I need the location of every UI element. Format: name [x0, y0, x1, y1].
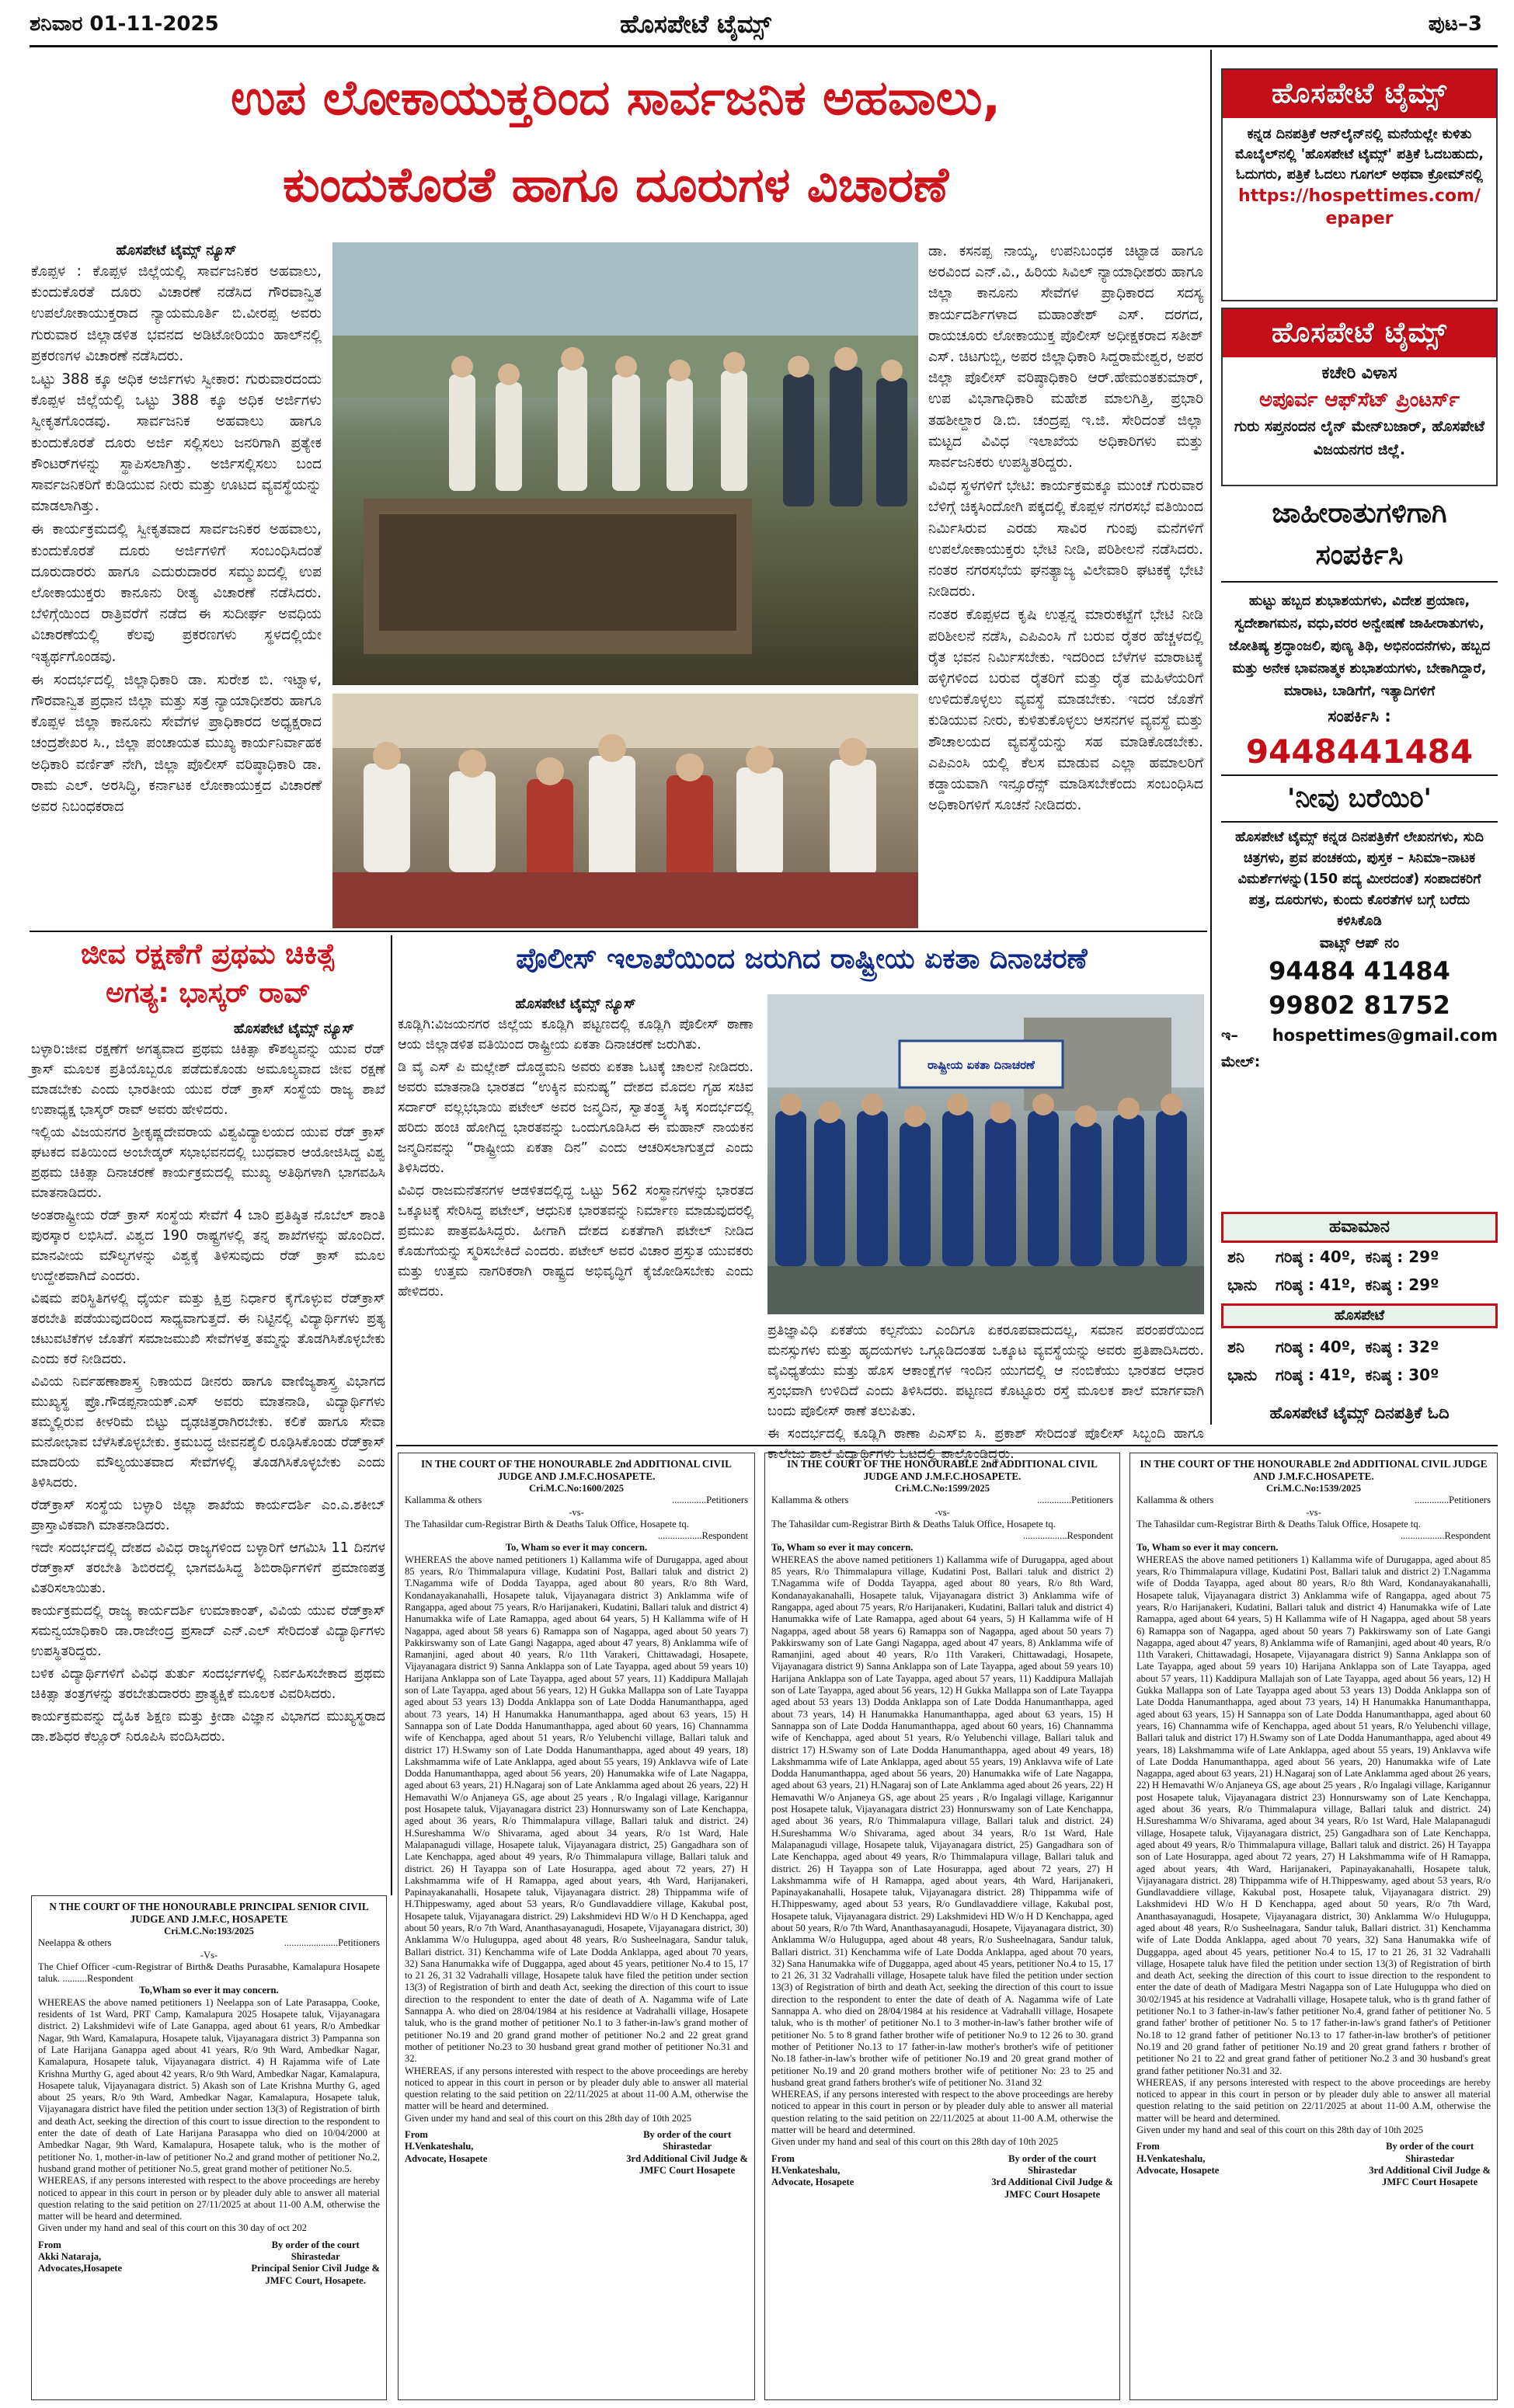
sidebar-office-box — [1221, 308, 1498, 486]
notice-1539-adv: H.Venkateshalu, — [1136, 2152, 1206, 2164]
notice-1599-body: WHEREAS the above named petitioners 1) Kallamma wife of Durugappa, aged about 85 years, R/o Thimmalapura village, Kudatini Post, Ballari taluk and district 2) T.Nagamma wife of Dodda Tayappa, aged about 80 years, R/o 8th Ward, Kondanayakanahalli, Hosapete taluk, Vijayanagara district 3) Anklamma wife of Rangappa, aged about 75 years, R/o Harijanakeri, Kudatini, Ballari taluk and district 4) Hanumakka wife of Late Ramappa, aged about 64 years, 5) H Kallamma wife of H Nagappa, aged about 58 years 6) Ramappa son of Nagappa, aged about 50 years 7) Pakkirswamy son of Late Gangi Nagappa, aged about 47 years, 8) Anklamma wife of Ramanjini, aged about 40 years, R/o 11th Varakeri, Chittawadagi, Hosapete, Vijayanagara district 9) Sanna Anklappa son of Late Tayappa, aged about 59 years 10) Harijana Anklappa son of Late Tayappa, aged about 57 years, 11) Kaddipura Mallajah son of Late Tayappa, aged about 56 years, 12) H Gukka Mallappa son of Late Tayappa aged about 53 years 13) Dodda Anklappa son of Late Dodda Hanumanthappa, aged about 73 years, 14) H Hanumakka Hanumanthappa, aged about 63 years, 15) H Sannappa son of Late Dodda Hanumanthappa, aged about 60 years, 16) Channamma wife of Kenchappa, aged about 51 years, R/o Yelubenchi village, Ballari taluk and district 17) H.Swamy son of Late Dodda Hanumanthappa, aged about 49 years, 18) Lakshmamma wife of Late Anklappa, aged about 55 years, 19) Anklavva wife of Late Dodda Hanumanthappa, aged about 56 years, 20) Hanumakka wife of Late Nagappa, aged about 63 years, 21) H.Nagaraj son of Late Anklamma aged about 26 years, 22) H Hemavathi W/o Anjaneya GS, age about 25 years , R/o Ingalagi village, Karigannur post Hosapete taluk, Vijayanagara district 23) Honnurswamy son of Late Kenchappa, aged about 36 years, R/o Thimmalapura village, Ballari taluk and district. 24) H.Sureshamma W/o Shivarama, aged about 34 years, R/o 1st Ward, Hale Malapanagudi village, Hosapete taluk, Vijayanagara district, 25) Gangadhara son of Late Kenchappa, aged about 49 years, R/o Thimmalapura village, Ballari taluk and district. 26) H Tayappa son of Late Hosurappa, aged about 72 years, 27) H Lakshmamma wife of H Ramappa, aged about years, 4th Ward, Harijanakeri, Papinayakanahalli, Hosapete taluk, Vijayanagara district. 28) Thippamma wife of H.Thippeswamy, aged about 53 years, R/o Gundlavaddiere village, Kakubal post, Hosapete taluk, Vijayanagara district. 29) Lakshmidevi HD W/o H D Kenchappa, aged about 50 years, R/o 7th Ward, Ananthasayanagudi, Hosapete, Vijayanagara district, 30) Anklamma W/o Huluguppa, aged about 48 years, R/o Susheelnagara, Sandur taluk, Ballari district. 31) Kenchamma wife of Late Dodda Anklappa, aged about 70 years, 32) Sana Hanumakka wife of Duggappa, aged about 45 years, petitioner No.4 to 15, 17 to 21 26, 31 32 Vadrahalli village, Hosapete taluk have filed the petition under section 13(3) of Registration of birth and death Act, seeking the direction of this court to issue direction to the respondent to enter the date of death of A. Nagamma wife of Late Sannappa A. who died on 28/04/1984 at his residence at Vadrahalli village, Hosapete taluk, who is th mother' of petitioner No.1 to 3 mother-in-law's father brother wife of petitioner No. 5 to 8 grand father brother wife of petitioner No.9 to 12 26 to 30. grand mother of Petitioner No.13 to 17 father-in-law mother's brother's wife of petitioner No.18 father-in-law's brother wife of petitioner No.19 and 20 great grand mother of petitioner No.19 and 20 grand mothers brother wife of petitioner No: 23 to 25 and husband great grand fathers brother's wife of petitioner No. 31and 32 — [771, 1554, 1113, 2088]
sidebar-ads-box — [1221, 492, 1498, 1324]
lead-byline: ಹೊಸಪೇಟೆ ಟೈಮ್ಸ್ ನ್ಯೂಸ್ — [116, 242, 237, 259]
sidebar-email[interactable]: hospettimes@gmail.com — [1272, 1026, 1498, 1045]
notice-193-court2: JMFC Court, Hosapete. — [265, 2274, 366, 2286]
notice-1539-court: 3rd Additional Civil Judge & — [1369, 2164, 1491, 2176]
notice-193-parties: Neelappa & others — [38, 1937, 112, 1949]
story2-para-3: ಅಂತರಾಷ್ಟ್ರೀಯ ರೆಡ್ ಕ್ರಾಸ್ ಸಂಸ್ಥೆಯ ಸೇವೆಗೆ 4 ಬಾರಿ ಪ್ರತಿಷ್ಠಿತ ನೊಬೆಲ್ ಶಾಂತಿ ಪುರಸ್ಕಾರ ಲಭಿಸಿದೆ. ವಿಶ್ವದ 190 ರಾಷ್ಟ್ರಗಳಲ್ಲಿ ತನ್ನ ಶಾಖೆಗಳನ್ನು ಹೊಂದಿದೆ. ಮಾನವೀಯ ಮೌಲ್ಯಗಳನ್ನು ವಿಶ್ವಕ್ಕೆ ತಿಳಿಸುವುದು ರೆಡ್ ಕ್ರಾಸ್ ಮೂಲ ಉದ್ದೇಶವಾಗಿದೆ ಎಂದರು. — [31, 1208, 385, 1284]
notice-1600-given: Given under my hand and seal of this court on this 28th day of 10th 2025 — [405, 2112, 692, 2124]
notice-1600-body: WHEREAS the above named petitioners 1) Kallamma wife of Durugappa, aged about 85 years, R/o Thimmalapura village, Kudatini Post, Ballari taluk and district 2) T.Nagamma wife of Dodda Tayappa, aged about 80 years, R/o 8th Ward, Kondanayakanahalli, Hosapete taluk, Vijayanagara district 3) Anklamma wife of Rangappa, aged about 75 years, R/o Harijanakeri, Kudatini, Ballari taluk and district 4) Hanumakka wife of Late Ramappa, aged about 64 years, 5) H Kallamma wife of H Nagappa, aged about 58 years 6) Ramappa son of Nagappa, aged about 50 years 7) Pakkirswamy son of Late Gangi Nagappa, aged about 47 years, 8) Anklamma wife of Ramanjini, aged about 40 years, R/o 11th Varakeri, Chittawadagi, Hosapete, Vijayanagara district 9) Sanna Anklappa son of Late Tayappa, aged about 59 years 10) Harijana Anklappa son of Late Tayappa, aged about 57 years, 11) Kaddipura Mallajah son of Late Tayappa, aged about 56 years, 12) H Gukka Mallappa son of Late Tayappa aged about 53 years 13) Dodda Anklappa son of Late Dodda Hanumanthappa, aged about 73 years, 14) H Hanumakka Hanumanthappa, aged about 63 years, 15) H Sannappa son of Late Dodda Hanumanthappa, aged about 60 years, 16) Channamma wife of Kenchappa, aged about 51 years, R/o Yelubenchi village, Ballari taluk and district 17) H.Swamy son of Late Dodda Hanumanthappa, aged about 49 years, 18) Lakshmamma wife of Late Anklappa, aged about 55 years, 19) Anklavva wife of Late Dodda Hanumanthappa, aged about 56 years, 20) Hanumakka wife of Late Nagappa, aged about 63 years, 21) H.Nagaraj son of Late Anklamma aged about 26 years, 22) H Hemavathi W/o Anjaneya GS, age about 25 years , R/o Ingalagi village, Karigannur post Hosapete taluk, Vijayanagara district 23) Honnurswamy son of Late Kenchappa, aged about 36 years, R/o Thimmalapura village, Ballari taluk and district. 24) H.Sureshamma W/o Shivarama, aged about 34 years, R/o 1st Ward, Hale Malapanagudi village, Hosapete taluk, Vijayanagara district, 25) Gangadhara son of Late Kenchappa, aged about 49 years, R/o Thimmalapura village, Ballari taluk and district. 26) H Tayappa son of Late Hosurappa, aged about 72 years, 27) H Lakshmamma wife of H Ramappa, aged about years, 4th Ward, Harijanakeri, Papinayakanahalli, Hosapete taluk, Vijayanagara district. 28) Thippamma wife of H.Thippeswamy, aged about 53 years, R/o Gundlavaddiere village, Kakubal post, Hosapete taluk, Vijayanagara district. 29) Lakshmidevi HD W/o H D Kenchappa, aged about 50 years, R/o 7th Ward, Ananthasayanagudi, Hosapete, Vijayanagara district, 30) Anklamma W/o Huluguppa, aged about 48 years, R/o Susheelnagara, Sandur taluk, Ballari district. 31) Kenchamma wife of Late Dodda Anklappa, aged about 70 years, 32) Sana Hanumakka wife of Duggappa, aged about 45 years, petitioner No.4 to 15, 17 to 21 26, 31 32 Vadrahalli village, Hosapete taluk have filed the petition under section 13(3) of Registration of birth and death Act, seeking the direction of this court to issue direction to the respondent to enter the date of death of A. Nagamma wife of Late Sannappa A. who died on 28/04/1984 at his residence at Vadrahalli village, Hosapete taluk, who is the grand mother of petitioner No.1 to 3 father-in-law's grand mother of petitioner No.19 and 20 grand grand mother of petitioner No.2 and 22 great grand mother of petitioner No.23 to 30 husband great grand mother of petitioner No.31 and 32. — [405, 1554, 748, 2065]
weather-day: ಶನಿ — [1227, 1338, 1245, 1356]
notice-1599-vs: -vs- — [935, 1506, 950, 1518]
story2-para-10: ಕಾರ್ಯಕ್ರಮವನ್ನು ದೈಹಿಕ ಶಿಕ್ಷಣ ಮತ್ತು ಕ್ರೀಡಾ ವಿಜ್ಞಾನ ವಿಭಾಗದ ಮುಖ್ಯಸ್ಥರಾದ ಡಾ.ಶಶಿಧರ ಕೆಲ್ಲೂರ್ ನಿರೂಪಿಸಿ ವಂದಿಸಿದರು. — [31, 1709, 385, 1745]
notice-1539-order: By order of the court — [1386, 2141, 1474, 2152]
lead-para-2: ಒಟ್ಟು 388 ಕ್ಕೂ ಅಧಿಕ ಅರ್ಜಿಗಳು ಸ್ವೀಕಾರ: ಗುರುವಾರದಂದು ಕೊಪ್ಪಳ ಜಿಲ್ಲೆಯಲ್ಲಿ ಒಟ್ಟು 388 ಕ್ಕೂ ಅಧಿಕ ಅರ್ಜಿಗಳು ಸ್ವೀಕೃತಗೊಂಡವು. ಸಾರ್ವಜನಿಕ ಅಹವಾಲು ಹಾಗೂ ಕುಂದುಕೊರತೆ ದೂರು ಅರ್ಜಿ ಸಲ್ಲಿಸಲು ಜನರಿಗಾಗಿ ಪ್ರತ್ಯೇಕ ಕೌಂಟರ್‌ಗಳನ್ನು ಸ್ಥಾಪಿಸಲಾಗಿತ್ತು. ಅರ್ಜಿಸಲ್ಲಿಸಲು ಬಂದ ಸಾರ್ವಜನಿಕರಿಗೆ ಕುಡಿಯುವ ನೀರು ಮತ್ತು ಊಟದ ವ್ಯವಸ್ಥೆಯನ್ನು ಮಾಡಲಾಗಿತ್ತು. — [31, 371, 322, 515]
story2-para-8: ಕಾರ್ಯಕ್ರಮದಲ್ಲಿ ರಾಜ್ಯ ಕಾರ್ಯದರ್ಶಿ ಉಮಾಕಾಂತ್, ವಿವಿಯ ಯುವ ರೆಡ್‌ಕ್ರಾಸ್ ಸಮನ್ವಯಾಧಿಕಾರಿ ಡಾ.ರಾಜೇಂದ್ರ ಪ್ರಸಾದ್ ಎನ್.ಎಲ್ ಸೇರಿದಂತೆ ವಿದ್ಯಾರ್ಥಿಗಳು ಉಪಸ್ಥಿತರಿದ್ದರು. — [31, 1603, 385, 1659]
notice-1539-resp-label: ..................Respondent — [1400, 1530, 1491, 1542]
notice-1539-from: From — [1136, 2141, 1160, 2152]
lead-headline-line2: ಕುಂದುಕೊರತೆ ಹಾಗೂ ದೂರುಗಳ ವಿಚಾರಣೆ — [282, 156, 949, 213]
sidebar-whatsapp-1: 94484 41484 — [1269, 956, 1450, 986]
notice-193-given: Given under my hand and seal of this court on this 30 day of oct 202 — [38, 2222, 307, 2234]
weather-day: ಭಾನು — [1227, 1275, 1258, 1294]
story3-photo-banner-text: ರಾಷ್ಟ್ರೀಯ ಏಕತಾ ದಿನಾಚರಣೆ — [928, 1058, 1035, 1072]
story2-para-9: ಬಳಿಕ ವಿದ್ಯಾರ್ಥಿಗಳಿಗೆ ವಿವಿಧ ತುರ್ತು ಸಂದರ್ಭಗಳಲ್ಲಿ ನಿರ್ವಹಿಸಬೇಕಾದ ಪ್ರಥಮ ಚಿಕಿತ್ಸಾ ತಂತ್ರಗಳನ್ನು ತರಬೇತುದಾರರು ಪ್ರಾತ್ಯಕ್ಷಿಕೆ ಮೂಲಕ ವಿವರಿಸಿದರು. — [31, 1666, 385, 1702]
notice-1539-respondent: The Tahasildar cum-Registrar Birth & Deaths Taluk Office, Hosapete tq. — [1136, 1518, 1421, 1529]
lead-col3-para-1: ಡಾ. ಕಸನಪ್ಪ ನಾಯ್ಕ, ಉಪನಿಬಂಧಕ ಚಿಟ್ಟಾಡ ಹಾಗೂ ಅರವಿಂದ ಎನ್.ವಿ., ಹಿರಿಯ ಸಿವಿಲ್ ನ್ಯಾಯಾಧೀಶರು ಹಾಗೂ ಜಿಲ್ಲಾ ಕಾನೂನು ಸೇವೆಗಳ ಪ್ರಾಧಿಕಾರದ ಸದಸ್ಯ ಕಾರ್ಯದರ್ಶಿಗಳಾದ ಮಹಾಂತೇಶ್ ಎಸ್. ದರಗದ, ರಾಯಚೂರು ಲೋಕಾಯುಕ್ತ ಪೊಲೀಸ್ ಅಧೀಕ್ಷಕರಾದ ಸತೀಶ್ ಎಸ್. ಚಿಟಗುಬ್ಬಿ, ಅಪರ ಜಿಲ್ಲಾಧಿಕಾರಿ ಸಿದ್ದರಾಮೇಶ್ವರ, ಅಪರ ಜಿಲ್ಲಾ ಪೊಲೀಸ್ ವರಿಷ್ಠಾಧಿಕಾರಿ ಆರ್.ಹೇಮಂತಕುಮಾರ್, ಉಪ ವಿಭಾಗಾಧಿಕಾರಿ ಮಹೇಶ ಮಾಲಗಿತ್ತಿ, ಪ್ರಭಾರಿ ತಹಶೀಲ್ದಾರ ಡಿ.ಬಿ. ಚಂದ್ರಪ್ಪ ಇ.ಜಿ. ಸೇರಿದಂತೆ ಜಿಲ್ಲಾ ಮಟ್ಟದ ವಿವಿಧ ಇಲಾಖೆಯ ಅಧಿಕಾರಿಗಳು ಮತ್ತು ಸಾರ್ವಜನಿಕರು ಉಪಸ್ಥಿತರಿದ್ದರು. — [928, 243, 1203, 472]
column-divider-sidebar — [1210, 50, 1212, 1425]
story3-right-para-1: ಪ್ರತಿಜ್ಞಾವಿಧಿ ಏಕತೆಯ ಕಲ್ಪನೆಯು ಎಂದಿಗೂ ಏಕರೂಪವಾದುದಲ್ಲ, ಸಮಾನ ಪರಂಪರೆಯಿಂದ ಮನಸ್ಸುಗಳು ಮತ್ತು ಹೃದಯಗಳು ಒಗ್ಗೂಡಿದಂತಹ ಒಕ್ಕೂಟ ವ್ಯವಸ್ಥೆಯನ್ನು ಅವರು ಪ್ರತಿಪಾದಿಸಿದರು. ವೈವಿಧ್ಯತೆಯು ಮತ್ತು ಹೊಸ ಆಕಾಂಕ್ಷೆಗಳ ಇಂದಿನ ಯುಗದಲ್ಲಿ ಆ ನಂಬಿಕೆಯು ಭಾರತದ ಆಧಾರ ಸ್ತಂಭವಾಗಿ ಉಳಿದಿದೆ ಎಂದು ತಿಳಿಸಿದರು. ಪಟ್ಟಣದ ಕೊಟ್ಟೂರು ರಸ್ತೆ ಮೂಲಕ ಶಾಲೆ ಮಾರ್ಗವಾಗಿ ಬಂದು ಪೊಲೀಸ್ ಠಾಣೆ ತಲುಪಿತು. — [767, 1323, 1204, 1419]
story3-left-para-1: ಕೂಡ್ಲಿಗಿ:ವಿಜಯನಗರ ಜಿಲ್ಲೆಯ ಕೂಡ್ಲಿಗಿ ಪಟ್ಟಣದಲ್ಲಿ ಕೂಡ್ಲಿಗಿ ಪೊಲೀಸ್ ಠಾಣಾ ಆಯ ಜಿಲ್ಲಾಡಳಿತ ವತಿಯಿಂದ ರಾಷ್ಟ್ರೀಯ ಏಕತಾ ದಿನಾಚರಣೆ ಜರುಗಿತು. — [398, 1017, 754, 1053]
notice-193-body2: WHEREAS, if any persons interested with respect to the above proceedings are hereby noticed to appear in this court in person or by pleader duly able to answer all material question relating to the said petition on 27/11/2025 at about 11-00 A.M, otherwise the matter will be heard and determined. — [38, 2175, 380, 2222]
notice-1600-body2: WHEREAS, if any persons interested with respect to the above proceedings are hereby noticed to appear in this court in person or by pleader duly able to answer all material question relating to the said petition on 22/11/2025 at about 11-00 A.M, otherwise the matter will be heard and determined. — [405, 2065, 748, 2112]
sidebar-write-title: 'ನೀವು ಬರೆಯಿರಿ' — [1221, 776, 1498, 823]
story3-headline: ಪೊಲೀಸ್ ಇಲಾಖೆಯಿಂದ ಜರುಗಿದ ರಾಷ್ಟ್ರೀಯ ಏಕತಾ ದಿನಾಚರಣೆ — [516, 943, 1088, 975]
notice-1599-title: IN THE COURT OF THE HONOURABLE 2nd ADDITIONAL CIVIL JUDGE AND J.M.F.C.HOSAPETE. — [787, 1458, 1098, 1482]
notice-193-shirastedar: Shirastedar — [291, 2251, 340, 2263]
notice-1539-title: IN THE COURT OF THE HONOURABLE 2nd ADDITIONAL CIVIL JUDGE AND J.M.F.C.HOSAPETE. — [1140, 1458, 1488, 1482]
sidebar-ads-text: ಹುಟ್ಟು ಹಬ್ಬದ ಶುಭಾಶಯಗಳು, ವಿದೇಶ ಪ್ರಯಾಣ, ಸ್ವದೇಶಾಗಮನ, ವಧು,ವರರ ಅನ್ವೇಷಣೆ ಜಾಹೀರಾತುಗಳು, ಜೋತಿಷ್ಯ ಶ್ರದ್ಧಾಂಜಲಿ, ಪುಣ್ಯ ತಿಥಿ, ಅಭಿನಂದನೆಗಳು, ಹಬ್ಬದ ಮತ್ತು ಅನೇಕ ಭಾವನಾತ್ಮಕ ಶುಭಾಶಯಗಳು, ಬೇಕಾಗಿದ್ದಾರೆ, ಮಾರಾಟ, ಬಾಡಿಗೆಗೆ, ಇತ್ಯಾದಿಗಳಿಗೆ — [1228, 593, 1491, 699]
lead-para-3: ಈ ಕಾರ್ಯಕ್ರಮದಲ್ಲಿ ಸ್ವೀಕೃತವಾದ ಸಾರ್ವಜನಿಕರ ಅಹವಾಲು, ಕುಂದುಕೊರತೆ ದೂರು ಅರ್ಜಿಗಳಿಗೆ ಸಂಬಂಧಿಸಿದಂತೆ ದೂರುದಾರರು ಹಾಗೂ ಎದುರುದಾರರ ಸಮ್ಮುಖದಲ್ಲಿ ಉಪ ಲೋಕಾಯುಕ್ತರು ಕಾನೂನು ರೀತ್ಯ ವಿಚಾರಣೆ ನಡೆಸಿದರು. ಬೆಳಿಗ್ಗೆಯಿಂದ ರಾತ್ರಿವರೆಗೆ ನಡೆದ ಈ ಸುದೀರ್ಘ ಅವಧಿಯ ವಿಚಾರಣೆಯಲ್ಲಿ ಕೆಲವು ಪ್ರಕರಣಗಳು ಸ್ಥಳದಲ್ಲಿಯೇ ಇತ್ಯರ್ಥಗೊಂಡವು. — [31, 521, 322, 665]
weather-min: ಕನಿಷ್ಠ : 30º — [1365, 1366, 1439, 1384]
notice-1599-parties-row — [771, 1495, 1113, 1506]
notice-1600-from: From — [405, 2129, 428, 2141]
lead-bottom-rule — [30, 931, 1207, 932]
notice-1539-parties-row — [1136, 1495, 1491, 1506]
lead-photo-public-hearing — [332, 694, 918, 928]
notice-1539-body2: WHEREAS, if any persons interested with respect to the above proceedings are hereby noticed to appear in this court in person or by pleader duly able to answer all material question relating to the said petition on 22/11/2025 at about 11-00 A.M, otherwise the matter will be heard and determined. — [1136, 2076, 1491, 2124]
sidebar-whatsapp-2: 99802 81752 — [1269, 990, 1450, 1020]
story2-para-1: ಬಳ್ಳಾರಿ:ಜೀವ ರಕ್ಷಣೆಗೆ ಅಗತ್ಯವಾದ ಪ್ರಥಮ ಚಿಕಿತ್ಸಾ ಕೌಶಲ್ಯವನ್ನು ಯುವ ರೆಡ್ ಕ್ರಾಸ್ ಮೂಲಕ ಪ್ರತಿಯೊಬ್ಬರೂ ಪಡೆದುಕೊಂಡು ಅಮೂಲ್ಯವಾದ ಜೀವ ರಕ್ಷಣೆ ಮಾಡಬೇಕು ಎಂದು ಭಾರತೀಯ ಯುವ ರೆಡ್ ಕ್ರಾಸ್ ಸಂಸ್ಥೆಯ ರಾಜ್ಯ ಶಾಖೆ ಉಪಾಧ್ಯಕ್ಷ ಭಾಸ್ಕರ್ ರಾವ್ ಅವರು ಹೇಳಿದರು. — [31, 1042, 385, 1118]
notice-193-petitioners: ......................Petitioners — [284, 1937, 380, 1949]
notice-1600-adv: H.Venkateshalu, — [405, 2141, 474, 2152]
story2-para-4: ವಿಷಮ ಪರಿಸ್ಥಿತಿಗಳಲ್ಲಿ ಧೈರ್ಯ ಮತ್ತು ಕ್ಷಿಪ್ರ ನಿರ್ಧಾರ ಕೈಗೊಳ್ಳುವ ರೆಡ್‌ಕ್ರಾಸ್ ತರಬೇತಿ ಪಡೆಯುವುದರಿಂದ ಸಾಧ್ಯವಾಗುತ್ತದೆ. ಈ ನಿಟ್ಟಿನಲ್ಲಿ ವಿದ್ಯಾರ್ಥಿಗಳು ಪ್ರತ್ಯ ಚಟುವಟಿಕೆಗಳ ಜೊತೆಗೆ ಸಮಾಜಮುಖಿ ಸೇವೆಗಳತ್ತ ತಮ್ಮನ್ನು ತೊಡಗಿಸಿಕೊಳ್ಳಬೇಕು ಎಂದು ಕರೆ ನೀಡಿದರು. — [31, 1291, 385, 1367]
lead-photo-2-art — [332, 694, 918, 928]
notice-193-whom: To,Wham so ever it may concern. — [139, 1985, 279, 1996]
notice-1539-case: Cri.M.C.No:1539/2025 — [1265, 1483, 1362, 1494]
masthead — [30, 6, 1498, 43]
weather-day: ಶನಿ — [1227, 1247, 1245, 1266]
masthead-paper-name: ಹೊಸಪೇಟೆ ಟೈಮ್ಸ್ — [620, 9, 771, 39]
sidebar-weather-row-2 — [1221, 1271, 1498, 1299]
sidebar-epaper-box — [1221, 68, 1498, 301]
weather-max: ಗರಿಷ್ಠ : 41º, — [1276, 1275, 1356, 1294]
weather-max: ಗರಿಷ್ಠ : 40º, — [1276, 1247, 1356, 1266]
notice-1599-adv2: Advocate, Hosapete — [771, 2177, 854, 2188]
sidebar-read-line: ಹೊಸಪೇಟೆ ಟೈಮ್ಸ್ ದಿನಪತ್ರಿಕೆ ಓದಿ — [1269, 1404, 1450, 1422]
sidebar-weather — [1221, 1212, 1498, 1421]
masthead-rule — [30, 45, 1498, 47]
weather-max: ಗರಿಷ್ಠ : 40º, — [1276, 1338, 1356, 1356]
sidebar-epaper-url-suffix[interactable]: epaper — [1325, 209, 1394, 228]
lead-column-1 — [31, 241, 322, 924]
notice-1539-sign-row — [1136, 2141, 1491, 2188]
story2-para-7: ಇದೇ ಸಂದರ್ಭದಲ್ಲಿ ದೇಶದ ವಿವಿಧ ರಾಜ್ಯಗಳಿಂದ ಬಳ್ಳಾರಿಗೆ ಆಗಮಿಸಿ 11 ದಿನಗಳ ರೆಡ್‌ಕ್ರಾಸ್ ತರಬೇತಿ ಶಿಬಿರದಲ್ಲಿ ಭಾಗವಹಿಸಿದ್ದ ಶಿಬಿರಾರ್ಥಿಗಳಿಗೆ ಪ್ರಮಾಣಪತ್ರ ವಿತರಿಸಲಾಯಿತು. — [31, 1540, 385, 1596]
sidebar-email-row — [1221, 1022, 1498, 1075]
notice-1600-resp-label: ..................Respondent — [657, 1530, 748, 1542]
notice-1600-court2: JMFC Court Hosapete — [639, 2164, 736, 2176]
notice-1539-court2: JMFC Court Hosapete — [1382, 2177, 1478, 2188]
story3-photo-unity-run — [767, 994, 1204, 1314]
lead-para-1: ಕೊಪ್ಪಳ : ಕೊಪ್ಪಳ ಜಿಲ್ಲೆಯಲ್ಲಿ ಸಾರ್ವಜನಿಕರ ಅಹವಾಲು, ಕುಂದುಕೊರತೆ ದೂರು ವಿಚಾರಣೆ ನಡೆಸಿದ ಗೌರವಾನ್ವಿತ ಉಪಲೋಕಾಯುಕ್ತರಾದ ನ್ಯಾಯಮೂರ್ತಿ ಬಿ.ವೀರಪ್ಪ ಅವರು ಗುರುವಾರ ಜಿಲ್ಲಾಡಳಿತ ಭವನದ ಅಡಿಟೋರಿಯಂ ಹಾಲ್‌ನಲ್ಲಿ ಪ್ರಕರಣಗಳ ವಿಚಾರಣೆ ನಡೆಸಿದರು. — [31, 263, 322, 364]
weather-min: ಕನಿಷ್ಠ : 29º — [1365, 1247, 1439, 1266]
sidebar-phone: 9448441484 — [1221, 729, 1498, 776]
notice-1599-sign-row — [771, 2153, 1113, 2201]
lead-photo-1-art — [332, 242, 918, 685]
notice-1599-petitioners: ..............Petitioners — [1037, 1495, 1113, 1506]
story3-left-para-3: ವಿವಿಧ ರಾಜಮನೆತನಗಳ ಆಡಳಿತದಲ್ಲಿದ್ದ ಒಟ್ಟು 562 ಸಂಸ್ಥಾನಗಳನ್ನು ಭಾರತದ ಒಕ್ಕೂಟಕ್ಕೆ ಸೇರಿಸಿದ್ದ ಪಟೇಲ್, ಆಧುನಿಕ ಭಾರತವನ್ನು ನಿರ್ಮಾಣ ಮಾಡುವುದರಲ್ಲಿ ಪ್ರಮುಖ ಪಾತ್ರವಹಿಸಿದ್ದರು. ಹೀಗಾಗಿ ದೇಶದ ಏಕತೆಗಾಗಿ ಪಟೇಲ್ ನೀಡಿದ ಕೊಡುಗೆಯನ್ನು ಸ್ಮರಿಸಬೇಕಿದೆ ಎಂದರು. ಪಟೇಲ್ ಅವರ ವಿಚಾರ ಪ್ರಸ್ತುತ ಯುವಕರು ಮತ್ತು ಉತ್ತಮ ನಾಗರಿಕರಾಗಿ ರಾಷ್ಟ್ರದ ಅಭಿವೃದ್ಧಿಗೆ ಕೈಜೋಡಿಸಬೇಕು ಎಂದು ಹೇಳಿದರು. — [398, 1183, 754, 1300]
notice-193-title: N THE COURT OF THE HONOURABLE PRINCIPAL SENIOR CIVIL JUDGE AND J.M.F.C, HOSAPETE — [49, 1901, 369, 1925]
notice-1600-sign-row — [405, 2129, 748, 2177]
story3-bottom-rule — [396, 1445, 1498, 1446]
notice-193-adv2: Advocates,Hosapete — [38, 2263, 123, 2274]
notice-1539-given: Given under my hand and seal of this court on this 28th day of 10th 2025 — [1136, 2124, 1424, 2136]
notice-1600-shirastedar: Shirastedar — [663, 2141, 712, 2152]
sidebar-ads-title-1: ಜಾಹೀರಾತುಗಳಿಗಾಗಿ — [1272, 497, 1447, 529]
notice-1599-parties: Kallamma & others — [771, 1495, 849, 1506]
sidebar-weather-row-1 — [1221, 1243, 1498, 1271]
weather-max: ಗರಿಷ್ಠ : 41º, — [1276, 1366, 1356, 1384]
lead-para-4: ಈ ಸಂದರ್ಭದಲ್ಲಿ ಜಿಲ್ಲಾಧಿಕಾರಿ ಡಾ. ಸುರೇಶ ಬಿ. ಇಟ್ನಾಳ, ಗೌರವಾನ್ವಿತ ಪ್ರಧಾನ ಜಿಲ್ಲಾ ಮತ್ತು ಸತ್ರ ನ್ಯಾಯಾಧೀಶರು ಹಾಗೂ ಕೊಪ್ಪಳ ಜಿಲ್ಲಾ ಕಾನೂನು ಸೇವೆಗಳ ಪ್ರಾಧಿಕಾರದ ಅಧ್ಯಕ್ಷರಾದ ಚಂದ್ರಶೇಖರ ಸಿ., ಜಿಲ್ಲಾ ಪಂಚಾಯತ ಮುಖ್ಯ ಕಾರ್ಯನಿರ್ವಾಹಕ ಅಧಿಕಾರಿ ವರ್ಣಿತ್ ನೇಗಿ, ಜಿಲ್ಲಾ ಪೊಲೀಸ್ ವರಿಷ್ಠಾಧಿಕಾರಿ ಡಾ. ರಾಮ ಎಲ್. ಅರಸಿದ್ಧಿ, ಕರ್ನಾಟಕ ಲೋಕಾಯುಕ್ತದ ವಿಚಾರಣೆ ಅವರ ನಿಬಂಧಕರಾದ — [31, 671, 322, 816]
notice-1599-adv: H.Venkateshalu, — [771, 2164, 841, 2176]
notice-193-order: By order of the court — [271, 2239, 360, 2250]
notice-1600-case: Cri.M.C.No:1600/2025 — [528, 1483, 625, 1494]
legal-notice-1599 — [764, 1453, 1120, 2400]
notice-1599-whom: To, Wham so ever it may concern. — [771, 1542, 914, 1554]
story2-para-2: ಇಲ್ಲಿಯ ವಿಜಯನಗರ ಶ್ರೀಕೃಷ್ಣದೇವರಾಯ ವಿಶ್ವವಿದ್ಯಾಲಯದ ಯುವ ರೆಡ್ ಕ್ರಾಸ್ ಘಟಕದ ವತಿಯಿಂದ ಅಂಬೇಡ್ಕರ್ ಸಭಾಭವನದಲ್ಲಿ ಬುಧವಾರ ಆಯೋಜಿಸಿದ್ದ ವಿಶ್ವ ಪ್ರಥಮ ಚಿಕಿತ್ಸಾ ದಿನಾಚರಣೆ ಕಾರ್ಯಕ್ರಮದಲ್ಲಿ ಮುಖ್ಯ ಅತಿಥಿಗಳಾಗಿ ಭಾಗವಹಿಸಿ ಮಾತನಾಡಿದರು. — [31, 1125, 385, 1201]
masthead-date: ಶನಿವಾರ 01-11-2025 — [30, 12, 219, 36]
weather-min: ಕನಿಷ್ಠ : 32º — [1365, 1338, 1439, 1356]
notice-1600-parties: Kallamma & others — [405, 1495, 482, 1506]
story2-para-6: ರೆಡ್‌ಕ್ರಾಸ್ ಸಂಸ್ಥೆಯ ಬಳ್ಳಾರಿ ಜಿಲ್ಲಾ ಶಾಖೆಯ ಕಾರ್ಯದರ್ಶಿ ಎಂ.ಎ.ಶಕೀಬ್ ಪ್ರಾಸ್ತಾವಿಕವಾಗಿ ಮಾತನಾಡಿದರು. — [31, 1498, 385, 1533]
sidebar-write-text: ಹೊಸಪೇಟೆ ಟೈಮ್ಸ್ ಕನ್ನಡ ದಿನಪತ್ರಿಕೆಗೆ ಲೇಖನಗಳು, ಸುದಿ ಚಿತ್ರಗಳು, ಪ್ರವ ಪಂಚಕಯ, ಪುಸ್ತಕ – ಸಿನಿಮಾ–ನಾಟಕ ವಿಮರ್ಶೆಗಳನ್ನು(150 ಪದ್ಯ ಮೀರದಂತೆ) ಸಂಪಾದಕರಿಗೆ ಪತ್ರ, ದೂರುಗಳು, ಕುಂದು ಕೊರತೆಗಳ ಬಗ್ಗೆ ಬರೆದು ಕಳಿಸಿಕೊಡಿ — [1235, 830, 1484, 929]
lead-photo-site-inspection — [332, 242, 918, 685]
sidebar-epaper-text: ಕನ್ನಡ ದಿನಪತ್ರಿಕೆ ಆನ್‌ಲೈನ್‌ನಲ್ಲಿ ಮನೆಯಲ್ಲೇ ಕುಳಿತು ಮೊಬೈಲ್‌ನಲ್ಲಿ 'ಹೊಸಪೇಟೆ ಟೈಮ್ಸ್' ಪತ್ರಿಕೆ ಓದಬಹುದು, ಓದುಗರು, ಪತ್ರಿಕೆ ಓದಲು ಗೂಗಲ್ ಅಥವಾ ಕ್ರೋಮ್‌ನಲ್ಲಿ — [1234, 127, 1484, 183]
notice-1599-shirastedar: Shirastedar — [1028, 2164, 1077, 2176]
notice-1600-respondent: The Tahasildar cum-Registrar Birth & Deaths Taluk Office, Hosapete tq. — [405, 1518, 689, 1529]
notice-1599-court2: JMFC Court Hosapete — [1004, 2188, 1101, 2200]
notice-1600-whom: To, Wham so ever it may concern. — [505, 1542, 648, 1554]
legal-notice-193 — [31, 1895, 387, 2400]
notice-193-court: Principal Senior Civil Judge & — [251, 2263, 380, 2274]
notice-1539-vs: -vs- — [1306, 1506, 1321, 1518]
notice-193-respondent: The Chief Officer -cum-Registrar of Birth& Deaths Purasabhe, Kamalapura Hosapete taluk. ..........Respondent — [38, 1961, 380, 1985]
notice-1600-petitioners: ..............Petitioners — [672, 1495, 748, 1506]
story2-headline-line1: ಜೀವ ರಕ್ಷಣೆಗೆ ಪ್ರಥಮ ಚಿಕಿತ್ಸೆ — [80, 938, 336, 970]
notice-1539-body: WHEREAS the above named petitioners 1) Kallamma wife of Durugappa, aged about 85 years, R/o Thimmalapura village, Kudatini Post, Ballari taluk and district 2) T.Nagamma wife of Dodda Tayappa, aged about 80 years, R/o 8th Ward, Kondanayakanahalli, Hosapete taluk, Vijayanagara district 3) Anklamma wife of Rangappa, aged about 75 years, R/o Harijanakeri, Kudatini, Ballari taluk and district 4) Hanumakka wife of Late Ramappa, aged about 64 years, 5) H Kallamma wife of H Nagappa, aged about 58 years 6) Ramappa son of Nagappa, aged about 50 years 7) Pakkirswamy son of Late Gangi Nagappa, aged about 47 years, 8) Anklamma wife of Ramanjini, aged about 40 years, R/o 11th Varakeri, Chittawadagi, Hosapete, Vijayanagara district 9) Sanna Anklappa son of Late Tayappa, aged about 59 years 10) Harijana Anklappa son of Late Tayappa, aged about 57 years, 11) Kaddipura Mallajah son of Late Tayappa, aged about 56 years, 12) H Gukka Mallappa son of Late Tayappa aged about 53 years 13) Dodda Anklappa son of Late Dodda Hanumanthappa, aged about 73 years, 14) H Hanumakka Hanumanthappa, aged about 63 years, 15) H Sannappa son of Late Dodda Hanumanthappa, aged about 60 years, 16) Channamma wife of Kenchappa, aged about 51 years, R/o Yelubenchi village, Ballari taluk and district 17) H.Swamy son of Late Dodda Hanumanthappa, aged about 49 years, 18) Lakshmamma wife of Late Anklappa, aged about 55 years, 19) Anklavva wife of Late Dodda Hanumanthappa, aged about 56 years, 20) Hanumakka wife of Late Nagappa, aged about 63 years, 21) H.Nagaraj son of Late Anklamma aged about 26 years, 22) H Hemavathi W/o Anjaneya GS, age about 25 years , R/o Ingalagi village, Karigannur post Hosapete taluk, Vijayanagara district 23) Honnurswamy son of Late Kenchappa, aged about 36 years, R/o Thimmalapura village, Ballari taluk and district. 24) H.Sureshamma W/o Shivarama, aged about 34 years, R/o 1st Ward, Hale Malapanagudi village, Hosapete taluk, Vijayanagara district, 25) Gangadhara son of Late Kenchappa, aged about 49 years, R/o Thimmalapura village, Ballari taluk and district. 26) H Tayappa son of Late Hosurappa, aged about 72 years, 27) H Lakshmamma wife of H Ramappa, aged about years, 4th Ward, Harijanakeri, Papinayakanahalli, Hosapete taluk, Vijayanagara district. 28) Thippamma wife of H.Thippeswamy, aged about 53 years, R/o Gundlavaddiere village, Kakubal post, Hosapete taluk, Vijayanagara district. 29) Lakshmidevi HD W/o H D Kenchappa, aged about 50 years, R/o 7th Ward, Ananthasayanagudi, Hosapete, Vijayanagara district, 30) Anklamma W/o Huluguppa, aged about 48 years, R/o Susheelnagara, Sandur taluk, Ballari district. 31) Kenchamma wife of Late Dodda Anklappa, aged about 70 years, 32) Sana Hanumakka wife of Duggappa, aged about 45 years, petitioner No.4 to 15, 17 to 21 26, 31 32 Vadrahalli village, Hosapete taluk have filed the petition under section 13(3) of Registration of birth and death Act, seeking the direction of this court to issue direction to the respondent to enter the date of death of Madigara Mestri Nagappa son of Late Huluguppa who died on 30/02/1945 at his residence at Vadrahalli village, Hosapete taluk, who is th grand father of petitioner No.1 to 3 father-in-law's father petitioner No.4, grand father of petitioner No. 5 grand father' brother of petitioner No. 5 to 17 father-in-law's grand father's of Petitioner No.18 to 12 grand father of petitioner No.13 to 17 father-in-law brother's of petitioner No.19 and 20 grand father of petitioner No.19 and 20 great grand fathers r brother of petitioner No 21 to 22 and great grand father of petitioner No.2 3 and 30 husband's great grand father petitioner No.31 and 32. — [1136, 1554, 1491, 2076]
lead-headline — [31, 54, 1200, 239]
notice-193-parties-row — [38, 1937, 380, 1949]
sidebar-epaper-url[interactable]: https://hospettimes.com/ — [1238, 186, 1481, 206]
notice-193-case: Cri.M.C.No:193/2025 — [164, 1926, 254, 1936]
notice-1599-body2: WHEREAS, if any persons interested with respect to the above proceedings are hereby noticed to appear in this court in person or by pleader duly able to answer all material question relating to the said petition on 22/11/2025 at about 11-00 A.M, otherwise the matter will be heard and determined. — [771, 2089, 1113, 2136]
notice-1599-respondent: The Tahasildar cum-Registrar Birth & Deaths Taluk Office, Hosapete tq. — [771, 1518, 1056, 1529]
sidebar-weather-title: ಹವಾಮಾನ — [1221, 1212, 1498, 1243]
sidebar-press-name: ಅಪೂರ್ವ ಆಫ್‌ಸೆಟ್ ಪ್ರಿಂಟರ್ಸ್ — [1259, 388, 1460, 412]
sidebar-weather-row-4 — [1221, 1361, 1498, 1389]
sidebar-contact-label: ಸಂಪರ್ಕಿಸಿ : — [1328, 707, 1391, 726]
story2-divider — [391, 935, 392, 1895]
notice-1599-court: 3rd Additional Civil Judge & — [991, 2177, 1113, 2188]
notice-193-adv: Akki Nataraja, — [38, 2251, 102, 2263]
legal-notice-1539 — [1129, 1453, 1498, 2400]
notice-1539-shirastedar: Shirastedar — [1405, 2152, 1455, 2164]
story2-byline: ಹೊಸಪೇಟೆ ಟೈಮ್ಸ್ ನ್ಯೂಸ್ — [233, 1021, 354, 1037]
notice-1539-adv2: Advocate, Hosapete — [1136, 2164, 1220, 2176]
notice-1599-order: By order of the court — [1008, 2152, 1097, 2164]
lead-headline-line1: ಉಪ ಲೋಕಾಯುಕ್ತರಿಂದ ಸಾರ್ವಜನಿಕ ಅಹವಾಲು, — [230, 69, 1001, 126]
sidebar-email-label: ಇ–ಮೇಲ್: — [1221, 1027, 1261, 1070]
story2-headline — [31, 935, 385, 1019]
notice-1599-case: Cri.M.C.No:1599/2025 — [894, 1483, 990, 1494]
story3-right — [767, 1321, 1204, 1462]
sidebar-logo-2: ಹೊಸಪೇಟೆ ಟೈಮ್ಸ್ — [1223, 309, 1496, 357]
weather-day: ಭಾನು — [1227, 1366, 1258, 1384]
story3-right-para-2: ಈ ಸಂದರ್ಭದಲ್ಲಿ ಕೂಡ್ಲಿಗಿ ಠಾಣಾ ಪಿಎಸ್‌ಐ ಸಿ. ಪ್ರಕಾಶ್ ಸೇರಿದಂತೆ ಪೊಲೀಸ್ ಸಿಬ್ಬಂದಿ ಹಾಗೂ ಕಾಲೇಜು ಶಾಲೆ ವಿದ್ಯಾರ್ಥಿಗಳು ಓಟದಲ್ಲಿ ಪಾಲ್ಗೊಂಡಿದ್ದರು. — [767, 1426, 1204, 1462]
sidebar-ads-title-2: ಸಂಪರ್ಕಿಸಿ — [1221, 534, 1498, 583]
masthead-page-number: ಪುಟ–3 — [1428, 12, 1482, 36]
notice-1599-from: From — [771, 2152, 795, 2164]
sidebar-weather-row-3 — [1221, 1333, 1498, 1361]
notice-1600-adv2: Advocate, Hosapete — [405, 2152, 488, 2164]
story3-photo-art — [767, 994, 1204, 1314]
notice-1600-title: IN THE COURT OF THE HONOURABLE 2nd ADDITIONAL CIVIL JUDGE AND J.M.F.C.HOSAPETE. — [421, 1458, 732, 1482]
lead-column-3 — [928, 241, 1203, 928]
notice-193-from: From — [38, 2239, 61, 2250]
notice-1539-petitioners: ..............Petitioners — [1415, 1495, 1491, 1506]
weather-min: ಕನಿಷ್ಠ : 29º — [1365, 1275, 1439, 1294]
lead-col3-para-2: ವಿವಿಧ ಸ್ಥಳಗಳಿಗೆ ಭೇಟಿ: ಕಾರ್ಯಕ್ರಮಕ್ಕೂ ಮುಂಚೆ ಗುರುವಾರ ಬೆಳಿಗ್ಗೆ ಚಿಕ್ಕಸಿಂದೋಗಿ ಪಕ್ಕದಲ್ಲಿ ಕೊಪ್ಪಳ ನಗರಸಭೆ ವತಿಯಿಂದ ನಿರ್ಮಿಸಿರುವ ಎರಡು ಸಾವಿರ ಗುಂಪು ಮನೆಗಳಿಗೆ ಉಪಲೋಕಾಯುಕ್ತರು ಭೇಟಿ ನೀಡಿ, ಪರಿಶೀಲನೆ ನಡೆಸಿದರು. ನಂತರ ನಗರಸಭೆಯ ಘನತ್ಯಾಜ್ಯ ವಿಲೇವಾರಿ ಘಟಕಕ್ಕೆ ಭೇಟಿ ನೀಡಿದರು. — [928, 478, 1203, 600]
notice-1539-parties: Kallamma & others — [1136, 1495, 1214, 1506]
notice-1600-parties-row — [405, 1495, 748, 1506]
notice-193-sign-row — [38, 2239, 380, 2287]
notice-1599-resp-label: ..................Respondent — [1022, 1530, 1113, 1542]
notice-1539-whom: To, Wham so ever it may concern. — [1136, 1542, 1279, 1554]
notice-1600-court: 3rd Additional Civil Judge & — [626, 2152, 748, 2164]
legal-notice-1600 — [398, 1453, 755, 2400]
notice-1600-vs: -vs- — [569, 1506, 584, 1518]
story3-left-para-2: ಡಿ ವೈ ಎಸ್ ಪಿ ಮಲ್ಲೇಶ್ ದೊಡ್ಡಮನಿ ಅವರು ಏಕತಾ ಓಟಕ್ಕೆ ಚಾಲನೆ ನೀಡಿದರು. ಅವರು ಮಾತನಾಡಿ ಭಾರತದ “ಉಕ್ಕಿನ ಮನುಷ್ಯ” ದೇಶದ ಮೊದಲ ಗೃಹ ಸಚಿವ ಸರ್ದಾರ್ ವಲ್ಲಭಭಾಯಿ ಪಟೇಲ್ ಅವರ ಜನ್ಮದಿನ, ಸ್ವಾತಂತ್ರ್ಯ ಸಿಕ್ಕ ಸಂದರ್ಭದಲ್ಲಿ ಹರಿದು ಹಂಚಿ ಹೋಗಿದ್ದ ಭಾರತವನ್ನು ಒಂದುಗೂಡಿಸಿದ ಈ ಮಹಾನ್ ನಾಯಕನ ಜನ್ಮದಿನವನ್ನು “ರಾಷ್ಟ್ರೀಯ ಏಕತಾ ದಿನ” ಎಂದು ಆಚರಿಸಲಾಗುತ್ತದೆ ಎಂದು ತಿಳಿಸಿದರು. — [398, 1060, 754, 1176]
story3-byline: ಹೊಸಪೇಟೆ ಟೈಮ್ಸ್ ನ್ಯೂಸ್ — [515, 996, 636, 1012]
story2-body — [31, 1019, 385, 1889]
notice-1599-given: Given under my hand and seal of this court on this 28th day of 10th 2025 — [771, 2136, 1059, 2148]
sidebar-office-label: ಕಚೇರಿ ವಿಳಾಸ — [1321, 364, 1397, 383]
sidebar-logo-1: ಹೊಸಪೇಟೆ ಟೈಮ್ಸ್ — [1223, 70, 1496, 118]
notice-193-vs: -Vs- — [200, 1949, 218, 1961]
story2-para-5: ವಿವಿಯ ನಿರ್ವಹಣಾಶಾಸ್ತ್ರ ನಿಕಾಯದ ಡೀನರು ಹಾಗೂ ವಾಣಿಜ್ಯಶಾಸ್ತ್ರ ವಿಭಾಗದ ಮುಖ್ಯಸ್ಥ ಪ್ರೊ.ಗೌಡಪ್ಪನಾಯಕ್.ಎಸ್ ಅವರು ಮಾತನಾಡಿ, ವಿದ್ಯಾರ್ಥಿಗಳು ತಮ್ಮಲ್ಲಿರುವ ಕೀಳರಿಮೆ ಬಿಟ್ಟು ದೃಢಚಿತ್ತರಾಗಿರಬೇಕು. ಕಲಿಕೆ ಹಾಗೂ ಸೇವಾ ಮನೋಭಾವ ಬೆಳೆಸಿಕೊಳ್ಳಬೇಕು. ಕ್ರಮಬದ್ಧ ಜೀವನಶೈಲಿ ರೂಢಿಸಿಕೊಂಡು ರೆಡ್‌ಕ್ರಾಸ್ ಮಾದರಿಯ ಮೌಲ್ಯಯುತವಾದ ಸೇವೆಗಳಲ್ಲಿ ತೊಡಗಿಸಿಕೊಳ್ಳಬೇಕು ಎಂದು ತಿಳಿಸಿದರು. — [31, 1374, 385, 1491]
sidebar-weather-city: ಹೊಸಪೇಟೆ — [1221, 1303, 1498, 1328]
notice-193-body: WHEREAS the above named petitioners 1) Neelappa son of Late Parasappa, Cooke, residents of 1st Ward, PRT Camp, Kamalapura 2025 Hosapete taluk, Vijayanagara district. 2) Lakshmidevi wife of Late Ganappa, aged about 61 years, R/o Ambedkar Nagar, 9th Ward, Kamalapura, Hosapete taluk, Vijayanagara district 3) Pampanna son of Late Harijana Ganappa aged about 41 years, R/o 9th Ward, Ambedkar Nagar, Kamalapura, Hosapete taluk, Vijayanagara district. 4) H Rajamma wife of Late Krishna Murthy G, aged about 42 years, R/o 9th Ward, Ambedkar Nagar, Kamalapura, Hosapete taluk, Vijayanagara district. 5) Akash son of Late Krishna Murthy G, aged about 25 years, R/o 9th Ward, Ambedkar Nagar, Kamalapura, Hosapete taluk, Vijayanagara district have filed the petition under section 13(3) of Registration of birth and death Act, seeking the direction of this court to issue direction to the respondent to enter the date of death of Late Harijana Parasappa who died on 10/04/2000 at Ambedkar Nagar, 9th Ward, Kamalapura, Hosapete taluk, who is the mother of petitioner No. 1, mother-in-law of petitioner No.2 and grand mother of petitioner No.2, husband grand mother of petitioner No.5, great grand mother of petitioner No.5. — [38, 1996, 380, 2174]
story2-headline-line2: ಅಗತ್ಯ: ಭಾಸ್ಕರ್ ರಾವ್ — [106, 977, 311, 1009]
sidebar-office-address: ಗುರು ಸಪ್ತನಂದನ ಲೈನ್ ಮೇನ್‌ಬಜಾರ್, ಹೊಸಪೇಟೆ ವಿಜಯನಗರ ಜಿಲ್ಲೆ. — [1234, 418, 1485, 458]
notice-1600-order: By order of the court — [643, 2129, 732, 2141]
sidebar-whatsapp-label: ವಾಟ್ಸ್ ಆಪ್ ನಂ — [1319, 934, 1400, 952]
lead-col3-para-3: ನಂತರ ಕೊಪ್ಪಳದ ಕೃಷಿ ಉತ್ಪನ್ನ ಮಾರುಕಟ್ಟೆಗೆ ಭೇಟಿ ನೀಡಿ ಪರಿಶೀಲನೆ ನಡೆಸಿ, ಎಪಿಎಂಸಿ ಗೆ ಬರುವ ರೈತರ ಹೆಚ್ಚಳದಲ್ಲಿ ರೈತ ಭವನ ನಿರ್ಮಿಸಬೇಕು. ಇದರಿಂದ ಬೆಳೆಗಳ ಮಾರಾಟಕ್ಕೆ ಹಳ್ಳಿಗಳಿಂದ ಬರುವ ರೈತರಿಗೆ ಮತ್ತು ರೈತ ಮಹಿಳೆಯರಿಗೆ ಉಳಿದುಕೊಳ್ಳಲು ವ್ಯವಸ್ಥೆ ಮಾಡಬೇಕು. ಇದರ ಜೊತೆಗೆ ಕುಡಿಯುವ ನೀರು, ಕುಳಿತುಕೊಳ್ಳಲು ಆಸನಗಳ ವ್ಯವಸ್ಥೆ ಮತ್ತು ಶೌಚಾಲಯದ ವ್ಯವಸ್ಥೆಯನ್ನು ಸಹ ಮಾಡಿಕೊಡಬೇಕು. ಎಪಿಎಂಸಿ ಯಲ್ಲಿ ಕೆಲಸ ಮಾಡುವ ಎಲ್ಲಾ ಹಮಾಲರಿಗೆ ಕಡ್ಡಾಯವಾಗಿ ಇನ್ಸೂರೆನ್ಸ್ ಮಾಡಿಸಬೇಕೆಂದು ಸಂಬಂಧಿಸಿದ ಅಧಿಕಾರಿಗಳಿಗೆ ಸೂಚನೆ ನೀಡಿದರು. — [928, 607, 1203, 814]
story3-left — [398, 994, 754, 1437]
